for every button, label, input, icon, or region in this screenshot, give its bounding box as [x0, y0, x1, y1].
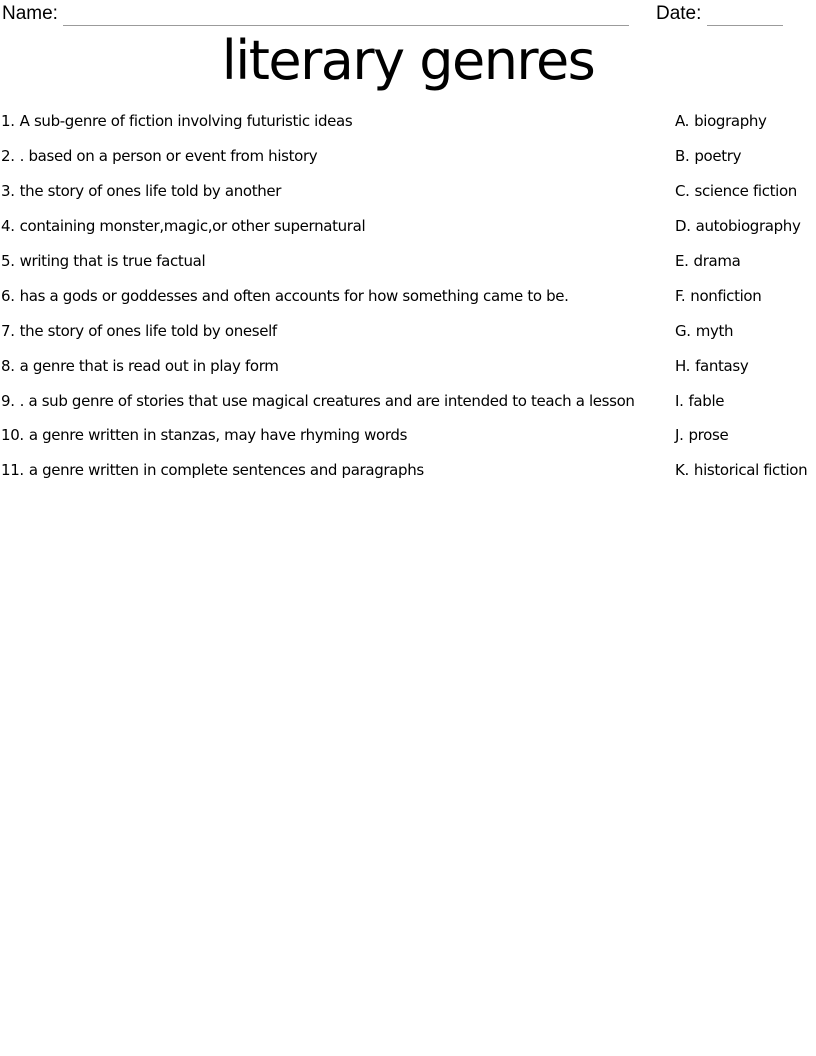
question-text: containing monster,magic,or other supernatural	[19, 217, 366, 236]
question-item	[1, 182, 675, 200]
answer-text: nonfiction	[690, 286, 762, 305]
question-text: a genre that is read out in play form	[19, 356, 279, 375]
question-number: 1.	[1, 112, 15, 131]
question-item	[1, 252, 675, 270]
question-number: 2.	[1, 147, 15, 166]
answer-item	[675, 287, 815, 305]
question-number: 8.	[1, 356, 15, 375]
name-label: Name:	[2, 3, 58, 25]
answer-letter: I.	[675, 391, 684, 410]
answer-text: fantasy	[695, 356, 749, 375]
answer-item	[675, 392, 815, 410]
question-number: 7.	[1, 321, 15, 340]
match-row	[1, 278, 815, 313]
question-item	[1, 147, 675, 165]
question-number: 9.	[1, 391, 15, 410]
answer-letter: J.	[675, 426, 684, 445]
answer-letter: F.	[675, 286, 686, 305]
question-text: a genre written in stanzas, may have rhyming words	[28, 426, 408, 445]
answer-item	[675, 357, 815, 375]
date-label: Date:	[655, 3, 702, 25]
answer-item	[675, 147, 815, 165]
answer-letter: H.	[675, 356, 691, 375]
answer-text: prose	[688, 426, 729, 445]
question-text: has a gods or goddesses and often accounts for how something came to be.	[19, 286, 569, 305]
answer-item	[675, 252, 815, 270]
question-number: 5.	[1, 252, 15, 270]
answer-letter: E.	[675, 252, 689, 270]
answer-letter: B.	[675, 147, 690, 166]
answer-text: science fiction	[694, 182, 797, 201]
match-row	[1, 209, 815, 244]
answer-letter: G.	[675, 321, 691, 340]
answer-item	[675, 182, 815, 200]
question-item	[1, 461, 675, 479]
match-row	[1, 174, 815, 209]
question-text: the story of ones life told by oneself	[19, 321, 277, 340]
date-write-in-line[interactable]	[707, 5, 783, 26]
question-text: . based on a person or event from history	[19, 147, 318, 166]
match-row	[1, 383, 815, 418]
answer-item	[675, 112, 815, 130]
answer-item	[675, 426, 815, 444]
header	[0, 0, 816, 26]
answer-text: historical fiction	[693, 461, 808, 480]
question-item	[1, 287, 675, 305]
answer-item	[675, 461, 815, 479]
matching-list	[1, 104, 815, 488]
answer-text: fable	[688, 391, 725, 410]
match-row	[1, 313, 815, 348]
question-item	[1, 357, 675, 375]
question-item	[1, 426, 675, 444]
question-text: . a sub genre of stories that use magical creatures and are intended to teach a lesson	[19, 391, 635, 410]
question-text: a genre written in complete sentences and paragraphs	[28, 461, 424, 480]
answer-text: myth	[695, 321, 734, 340]
question-item	[1, 392, 675, 410]
answer-text: poetry	[694, 147, 742, 166]
question-number: 10.	[1, 426, 24, 445]
match-row	[1, 453, 815, 488]
question-item	[1, 217, 675, 235]
answer-letter: C.	[675, 182, 690, 201]
answer-letter: K.	[675, 461, 689, 480]
match-row	[1, 418, 815, 453]
question-item	[1, 112, 675, 130]
match-row	[1, 139, 815, 174]
answer-item	[675, 217, 815, 235]
name-write-in-line[interactable]	[63, 5, 629, 26]
question-item	[1, 322, 675, 340]
question-number: 6.	[1, 286, 15, 305]
answer-text: biography	[694, 112, 767, 131]
question-text: the story of ones life told by another	[19, 182, 282, 201]
match-row	[1, 104, 815, 139]
answer-text: drama	[693, 252, 741, 270]
answer-text: autobiography	[695, 217, 801, 236]
question-text: A sub-genre of fiction involving futuristic ideas	[19, 112, 353, 131]
question-text: writing that is true factual	[19, 252, 206, 270]
match-row	[1, 244, 815, 279]
match-row	[1, 348, 815, 383]
answer-item	[675, 322, 815, 340]
question-number: 4.	[1, 217, 15, 236]
question-number: 3.	[1, 182, 15, 201]
question-number: 11.	[1, 461, 24, 480]
answer-letter: A.	[675, 112, 690, 131]
page-title: literary genres	[221, 29, 595, 92]
answer-letter: D.	[675, 217, 691, 236]
